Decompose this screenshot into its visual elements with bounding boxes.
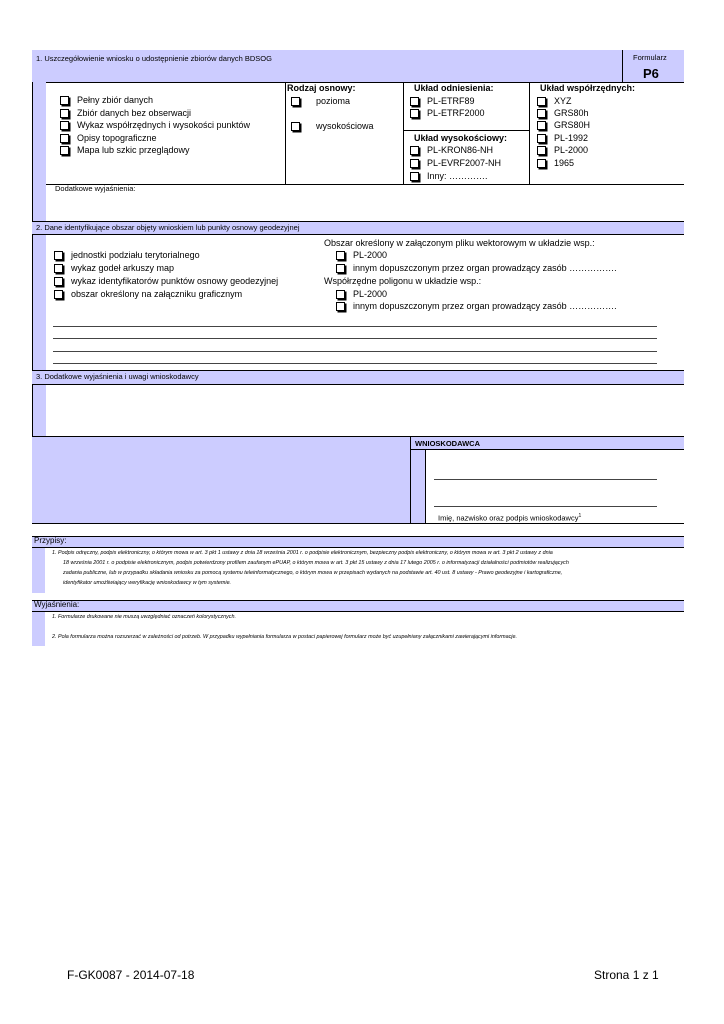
footer-form-code: F-GK0087 - 2014-07-18 <box>67 968 195 982</box>
form-label: Formularz <box>633 53 667 62</box>
checkbox[interactable] <box>537 97 546 106</box>
section3-title: 3. Dodatkowe wyjaśnienia i uwagi wnioskodawcy <box>36 372 199 381</box>
checkbox[interactable] <box>54 264 63 273</box>
checkbox[interactable] <box>410 146 419 155</box>
checkbox[interactable] <box>60 146 69 155</box>
height-pl-kron86-nh[interactable]: PL-KRON86-NH <box>410 145 493 156</box>
checkbox[interactable] <box>336 264 345 273</box>
uklad-divider <box>404 130 530 131</box>
polygon-pl-2000[interactable]: PL-2000 <box>336 289 387 300</box>
checkbox[interactable] <box>537 109 546 118</box>
przypisy-line-4: identyfikator umożliwiający weryfikację wnioskodawcy w tym systemie. <box>63 580 232 586</box>
signature-line-2[interactable] <box>434 506 657 507</box>
checkbox[interactable] <box>54 290 63 299</box>
checkbox[interactable] <box>60 109 69 118</box>
checkbox[interactable] <box>537 134 546 143</box>
checkbox[interactable] <box>54 277 63 286</box>
coord-grs80h-upper[interactable]: GRS80H <box>537 120 590 131</box>
checkbox[interactable] <box>60 96 69 105</box>
wyjasnienia-line-1: 1. Formularze drukowane nie muszą uwzględniać oznaczeń kolorystycznych. <box>52 614 236 620</box>
writing-line-3[interactable] <box>53 351 657 352</box>
przypisy-side-strip <box>32 548 45 593</box>
przypisy-title: Przypisy: <box>34 536 67 545</box>
additional-explanations-label: Dodatkowe wyjaśnienia: <box>55 184 136 193</box>
checkbox[interactable] <box>336 290 345 299</box>
area-graphic-attachment[interactable]: obszar określony na załączniku graficznym <box>54 289 242 300</box>
przypisy-line-2: 18 września 2001 r. o podpisie elektronicznym, podpis potwierdzony profilem zaufanym ePUAP, o którym mowa w art. 3 pkt 15 ustawy z dnia 17 lutego 2005 r. o informatyzacji działalności podmiotów realizujących <box>63 560 569 566</box>
wyjasnienia-title: Wyjaśnienia: <box>34 600 80 609</box>
przypisy-line-1: 1. Podpis odręczny, podpis elektroniczny, o którym mowa w art. 3 pkt 1 ustawy z dnia 18 września 2001 r. o podpisie elektronicznym, bezpieczny podpis elektroniczny, o którym mowa w art. 3 pkt 2 ustawy z dnia <box>52 550 553 556</box>
vector-other[interactable]: innym dopuszczonym przez organ prowadzący zasób ……………. <box>336 263 617 274</box>
checkbox[interactable] <box>60 134 69 143</box>
area-territorial-units[interactable]: jednostki podziału terytorialnego <box>54 250 200 261</box>
footer-page-number: Strona 1 z 1 <box>594 968 659 982</box>
checkbox[interactable] <box>537 121 546 130</box>
rodzaj-horizontal[interactable]: pozioma <box>291 96 350 107</box>
section1-options-bottom <box>46 184 684 185</box>
coord-pl-2000[interactable]: PL-2000 <box>537 145 588 156</box>
checkbox[interactable] <box>410 172 419 181</box>
additional-explanations-field[interactable] <box>46 195 684 221</box>
uklad-wysokosciowy-header: Układ wysokościowy: <box>414 133 508 143</box>
ref-pl-etrf89[interactable]: PL-ETRF89 <box>410 96 475 107</box>
przypisy-header-bar <box>32 537 684 547</box>
coord-1965[interactable]: 1965 <box>537 158 574 169</box>
wyjasnienia-header-bar <box>32 601 684 611</box>
checkbox[interactable] <box>537 159 546 168</box>
option-no-observations[interactable]: Zbiór danych bez obserwacji <box>60 108 191 119</box>
applicant-inner-border <box>425 450 426 523</box>
writing-line-4[interactable] <box>53 363 657 364</box>
przypisy-line-3: zadania publiczne, lub w przypadku składania wniosku za pomocą systemu teleinformatycznego, o którym mowa w przepisach wydanych na podstawie art. 40 ust. 8 ustawy - Prawo geodezyjne i kartograficzne, <box>63 570 563 576</box>
polygon-heading: Współrzędne poligonu w układzie wsp.: <box>324 276 482 286</box>
area-point-ids[interactable]: wykaz identyfikatorów punktów osnowy geodezyjnej <box>54 276 278 287</box>
checkbox[interactable] <box>54 251 63 260</box>
footnote-ref: 1 <box>578 513 582 519</box>
checkbox[interactable] <box>291 122 300 131</box>
vector-file-heading: Obszar określony w załączonym pliku wektorowym w układzie wsp.: <box>324 238 595 248</box>
form-code: P6 <box>643 66 659 81</box>
ref-pl-etrf2000[interactable]: PL-ETRF2000 <box>410 108 485 119</box>
frame-bottom-border <box>32 523 684 524</box>
applicant-title: WNIOSKODAWCA <box>415 439 480 448</box>
checkbox[interactable] <box>410 159 419 168</box>
uklad-wspolrzednych-header: Układ współrzędnych: <box>540 83 636 93</box>
checkbox[interactable] <box>291 97 300 106</box>
height-pl-evrf2007-nh[interactable]: PL-EVRF2007-NH <box>410 158 501 169</box>
wyjasnienia-line-2: 2. Pola formularza można rozszerzać w zależności od potrzeb. W przypadku wypełniania formularza w postaci papierowej formularz może być uzupełniany załącznikami zawierającymi informacje. <box>52 634 517 640</box>
checkbox[interactable] <box>410 97 419 106</box>
coord-xyz[interactable]: XYZ <box>537 96 572 107</box>
option-topographic-descriptions[interactable]: Opisy topograficzne <box>60 133 157 144</box>
wyjasnienia-side-strip <box>32 612 45 646</box>
applicant-left-strip <box>410 450 425 523</box>
checkbox[interactable] <box>410 109 419 118</box>
coord-grs80h-lower[interactable]: GRS80h <box>537 108 589 119</box>
option-overview-map[interactable]: Mapa lub szkic przeglądowy <box>60 145 190 156</box>
applicant-left-filler <box>32 436 410 523</box>
section2-title: 2. Dane identyfikujące obszar objęty wnioskiem lub punkty osnowy geodezyjnej <box>36 223 300 232</box>
area-map-sheets[interactable]: wykaz godeł arkuszy map <box>54 263 174 274</box>
rodzaj-header: Rodzaj osnowy: <box>287 83 356 93</box>
writing-line-1[interactable] <box>53 326 657 327</box>
uklad-odniesienia-header: Układ odniesienia: <box>414 83 494 93</box>
rodzaj-vertical[interactable]: wysokościowa <box>291 121 374 132</box>
option-full-dataset[interactable]: Pełny zbiór danych <box>60 95 153 106</box>
signature-line-1[interactable] <box>434 479 657 480</box>
checkbox[interactable] <box>336 251 345 260</box>
height-other[interactable]: Inny: …………. <box>410 171 488 182</box>
section3-remarks-field[interactable] <box>46 385 684 436</box>
coord-pl-1992[interactable]: PL-1992 <box>537 133 588 144</box>
checkbox[interactable] <box>60 121 69 130</box>
section1-title: 1. Uszczegółowienie wniosku o udostępnienie zbiorów danych BDSOG <box>36 54 272 63</box>
option-coordinates-list[interactable]: Wykaz współrzędnych i wysokości punktów <box>60 120 250 131</box>
polygon-other[interactable]: innym dopuszczonym przez organ prowadzący zasób ……………. <box>336 301 617 312</box>
checkbox[interactable] <box>537 146 546 155</box>
vector-pl-2000[interactable]: PL-2000 <box>336 250 387 261</box>
checkbox[interactable] <box>336 302 345 311</box>
writing-line-2[interactable] <box>53 338 657 339</box>
signature-label: Imię, nazwisko oraz podpis wnioskodawcy$^1$ <box>438 513 582 523</box>
